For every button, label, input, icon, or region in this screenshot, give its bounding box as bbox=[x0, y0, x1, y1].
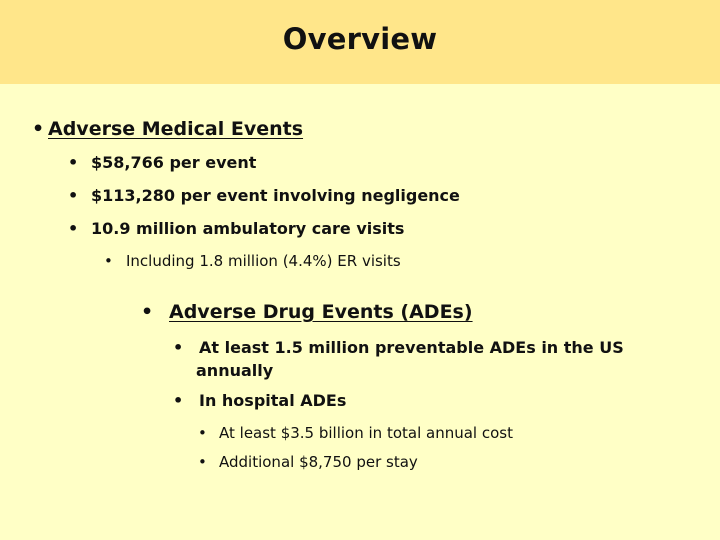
bullet-cost-per-stay bbox=[198, 453, 418, 471]
bullet-text: Including 1.8 million (4.4%) ER visits bbox=[126, 252, 401, 270]
bullet-text: Adverse Drug Events (ADEs) bbox=[169, 301, 473, 323]
bullet-text: Adverse Medical Events bbox=[48, 118, 304, 140]
bullet-preventable-ades bbox=[173, 338, 624, 357]
bullet-icon: • bbox=[32, 118, 45, 140]
bullet-annual-cost bbox=[198, 424, 513, 442]
bullet-text: In hospital ADEs bbox=[199, 391, 347, 410]
bullet-icon: • bbox=[68, 219, 79, 238]
bullet-icon: • bbox=[104, 252, 113, 270]
bullet-icon: • bbox=[68, 186, 79, 205]
bullet-adverse-medical-events bbox=[32, 118, 303, 140]
bullet-text: Additional $8,750 per stay bbox=[219, 453, 418, 471]
bullet-icon: • bbox=[141, 301, 154, 323]
bullet-in-hospital-ades bbox=[173, 391, 346, 410]
bullet-text: At least $3.5 billion in total annual cost bbox=[219, 424, 513, 442]
bullet-text: $58,766 per event bbox=[91, 153, 257, 172]
bullet-cost-negligence bbox=[68, 186, 460, 205]
bullet-icon: • bbox=[173, 338, 184, 357]
bullet-er-visits bbox=[104, 252, 401, 270]
bullet-text: $113,280 per event involving negligence bbox=[91, 186, 460, 205]
bullet-cost-per-event bbox=[68, 153, 256, 172]
slide-title: Overview bbox=[282, 22, 438, 56]
bullet-text: 10.9 million ambulatory care visits bbox=[91, 219, 405, 238]
bullet-preventable-ades-cont: annually bbox=[196, 361, 274, 380]
bullet-icon: • bbox=[198, 424, 207, 442]
bullet-icon: • bbox=[173, 391, 184, 410]
bullet-ambulatory-visits bbox=[68, 219, 404, 238]
bullet-icon: • bbox=[68, 153, 79, 172]
bullet-adverse-drug-events bbox=[141, 301, 473, 323]
bullet-text: At least 1.5 million preventable ADEs in the US bbox=[199, 338, 624, 357]
bullet-icon: • bbox=[198, 453, 207, 471]
